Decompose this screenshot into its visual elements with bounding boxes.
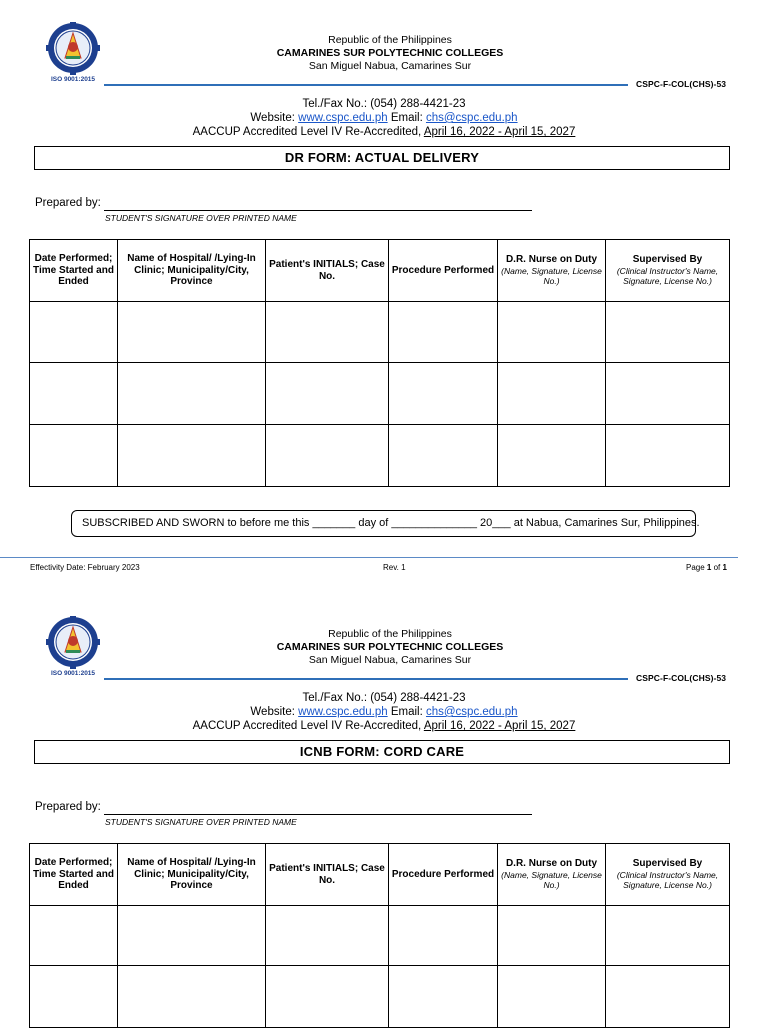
accreditation-line bbox=[0, 719, 768, 733]
prepared-by-label: Prepared by: bbox=[35, 801, 101, 813]
table-cell[interactable] bbox=[498, 966, 606, 1028]
table-cell[interactable] bbox=[30, 906, 118, 966]
table-row bbox=[30, 966, 730, 1028]
iso-label: ISO 9001:2015 bbox=[50, 76, 96, 83]
table-row bbox=[30, 906, 730, 966]
table-cell[interactable] bbox=[266, 302, 389, 363]
table-cell[interactable] bbox=[606, 363, 730, 425]
header-patient-initials: Patient's INITIALS; Case No. bbox=[266, 240, 389, 302]
header-hospital-name: Name of Hospital/ /Lying-In Clinic; Municipality/City, Province bbox=[118, 844, 266, 906]
table-cell[interactable] bbox=[266, 966, 389, 1028]
table-cell[interactable] bbox=[30, 425, 118, 487]
revision-number: Rev. 1 bbox=[383, 563, 406, 572]
table-cell[interactable] bbox=[606, 906, 730, 966]
table-cell[interactable] bbox=[118, 906, 266, 966]
college-name: CAMARINES SUR POLYTECHNIC COLLEGES bbox=[276, 47, 504, 59]
header-hospital-name: Name of Hospital/ /Lying-In Clinic; Municipality/City, Province bbox=[118, 240, 266, 302]
table-cell[interactable] bbox=[30, 966, 118, 1028]
table-cell[interactable] bbox=[498, 363, 606, 425]
table-cell[interactable] bbox=[266, 906, 389, 966]
email-link[interactable]: chs@cspc.edu.ph bbox=[425, 706, 518, 718]
web-email-line bbox=[0, 111, 768, 125]
contact-block bbox=[0, 97, 768, 139]
table-cell[interactable] bbox=[606, 425, 730, 487]
table-cell[interactable] bbox=[606, 302, 730, 363]
procedure-log-table bbox=[29, 843, 730, 1028]
header-patient-initials: Patient's INITIALS; Case No. bbox=[266, 844, 389, 906]
table-cell[interactable] bbox=[498, 425, 606, 487]
table-cell[interactable] bbox=[30, 363, 118, 425]
table-cell[interactable] bbox=[606, 966, 730, 1028]
prepared-by-label: Prepared by: bbox=[35, 197, 101, 209]
procedure-log-table bbox=[29, 239, 730, 487]
table-cell[interactable] bbox=[266, 425, 389, 487]
table-cell[interactable] bbox=[118, 302, 266, 363]
college-address: San Miguel Nabua, Camarines Sur bbox=[308, 654, 472, 666]
table-cell[interactable] bbox=[389, 425, 498, 487]
form-title: DR FORM: ACTUAL DELIVERY bbox=[34, 146, 730, 170]
website-link[interactable]: www.cspc.edu.ph bbox=[298, 112, 388, 124]
telfax-line: Tel./Fax No.: (054) 288-4421-23 bbox=[302, 692, 466, 704]
accreditation-line bbox=[0, 125, 768, 139]
header-supervised-by: Supervised By (Clinical Instructor's Name, Signature, License No.) bbox=[606, 240, 730, 302]
table-cell[interactable] bbox=[30, 302, 118, 363]
table-row bbox=[30, 425, 730, 487]
table-cell[interactable] bbox=[118, 966, 266, 1028]
header-nurse-on-duty: D.R. Nurse on Duty (Name, Signature, License No.) bbox=[498, 240, 606, 302]
email-label: Email: bbox=[387, 112, 426, 124]
republic-line: Republic of the Philippines bbox=[328, 628, 452, 640]
website-label: Website: bbox=[250, 112, 299, 124]
table-cell[interactable] bbox=[118, 425, 266, 487]
republic-line: Republic of the Philippines bbox=[328, 34, 452, 46]
document-code: CSPC-F-COL(CHS)-53 bbox=[636, 673, 727, 683]
document-code: CSPC-F-COL(CHS)-53 bbox=[636, 79, 727, 89]
table-cell[interactable] bbox=[498, 906, 606, 966]
table-cell[interactable] bbox=[389, 363, 498, 425]
header-rule bbox=[104, 84, 628, 86]
table-row bbox=[30, 363, 730, 425]
accreditation-text: AACCUP Accredited Level IV Re-Accredited, bbox=[192, 126, 424, 138]
accreditation-dates: April 16, 2022 - April 15, 2027 bbox=[423, 720, 576, 732]
table-cell[interactable] bbox=[266, 363, 389, 425]
college-address: San Miguel Nabua, Camarines Sur bbox=[308, 60, 472, 72]
header-procedure-performed: Procedure Performed bbox=[389, 844, 498, 906]
header-supervised-by: Supervised By (Clinical Instructor's Name, Signature, License No.) bbox=[606, 844, 730, 906]
form-title: ICNB FORM: CORD CARE bbox=[34, 740, 730, 764]
footer-rule bbox=[0, 557, 738, 558]
accreditation-dates: April 16, 2022 - April 15, 2027 bbox=[423, 126, 576, 138]
telfax-line: Tel./Fax No.: (054) 288-4421-23 bbox=[302, 98, 466, 110]
email-link[interactable]: chs@cspc.edu.ph bbox=[425, 112, 518, 124]
iso-label: ISO 9001:2015 bbox=[50, 670, 96, 677]
accreditation-text: AACCUP Accredited Level IV Re-Accredited, bbox=[192, 720, 424, 732]
website-label: Website: bbox=[250, 706, 299, 718]
effectivity-date: Effectivity Date: February 2023 bbox=[30, 563, 140, 572]
table-cell[interactable] bbox=[389, 302, 498, 363]
institution-header bbox=[0, 628, 768, 667]
oath-statement: SUBSCRIBED AND SWORN to before me this _______ day of ______________ 20___ at Nabua, Camarines Sur, Philippines. bbox=[71, 510, 696, 537]
page-number: Page 1 of 1 bbox=[686, 563, 727, 572]
header-date-performed: Date Performed; Time Started and Ended bbox=[30, 844, 118, 906]
institution-header bbox=[0, 34, 768, 73]
table-row bbox=[30, 302, 730, 363]
prepared-by-line[interactable] bbox=[104, 814, 532, 815]
website-link[interactable]: www.cspc.edu.ph bbox=[298, 706, 388, 718]
signature-caption: STUDENT'S SIGNATURE OVER PRINTED NAME bbox=[105, 213, 297, 223]
table-cell[interactable] bbox=[498, 302, 606, 363]
web-email-line bbox=[0, 705, 768, 719]
header-nurse-on-duty: D.R. Nurse on Duty (Name, Signature, License No.) bbox=[498, 844, 606, 906]
signature-caption: STUDENT'S SIGNATURE OVER PRINTED NAME bbox=[105, 817, 297, 827]
table-cell[interactable] bbox=[118, 363, 266, 425]
table-cell[interactable] bbox=[389, 966, 498, 1028]
college-name: CAMARINES SUR POLYTECHNIC COLLEGES bbox=[276, 641, 504, 653]
prepared-by-line[interactable] bbox=[104, 210, 532, 211]
header-rule bbox=[104, 678, 628, 680]
contact-block bbox=[0, 691, 768, 733]
header-procedure-performed: Procedure Performed bbox=[389, 240, 498, 302]
table-header-row bbox=[30, 240, 730, 302]
table-cell[interactable] bbox=[389, 906, 498, 966]
header-date-performed: Date Performed; Time Started and Ended bbox=[30, 240, 118, 302]
table-header-row bbox=[30, 844, 730, 906]
form-page-2 bbox=[0, 594, 768, 1024]
email-label: Email: bbox=[387, 706, 426, 718]
